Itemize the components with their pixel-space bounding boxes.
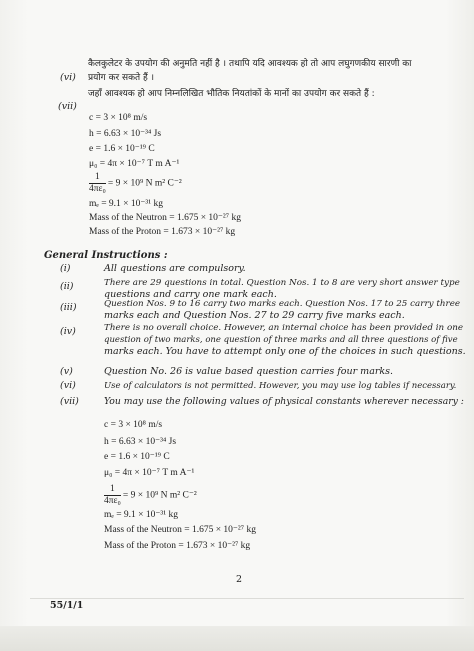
instruction-text: There are 29 questions in total. Question Nos. 1 to 8 are very short answer type [104,278,460,288]
instruction-text: Question No. 26 is value based question carries four marks. [104,366,394,377]
paper-code: 55/1/1 [50,600,84,611]
general-instructions-title: General Instructions : [44,250,168,261]
instruction-text: question of two marks, one question of three marks and all three questions of five [104,335,458,345]
const-k [104,484,197,507]
instruction-label: (v) [60,366,73,377]
const-mu: μ₀ = 4π × 10⁻⁷ T m A⁻¹ [104,468,195,478]
const-mu: μ₀ = 4π × 10⁻⁷ T m A⁻¹ [89,159,180,169]
instruction-text: All questions are compulsory. [104,263,246,274]
fraction-numerator: 1 [104,484,121,496]
scan-line [30,598,464,599]
instruction-label: (vi) [60,380,76,391]
const-k-value: = 9 × 10⁹ N m² C⁻² [122,490,197,501]
const-k-fraction [89,172,106,195]
instruction-text: marks each. You have to attempt only one of the choices in such questions. [104,346,466,357]
instruction-text: There is no overall choice. However, an internal choice has been provided in one [104,323,464,333]
page-fold-edge [0,626,474,651]
instruction-text: Question Nos. 9 to 16 carry two marks each. Question Nos. 17 to 25 carry three [104,299,461,309]
instruction-text: You may use the following values of physical constants wherever necessary : [104,396,464,407]
instruction-text: questions and carry one mark each. [104,289,277,300]
fraction-denominator: 4πε₀ [104,496,121,506]
const-me: mₑ = 9.1 × 10⁻³¹ kg [104,510,179,520]
const-k-value: = 9 × 10⁹ N m² C⁻² [107,178,182,189]
hindi-vi-line1: कैलकुलेटर के उपयोग की अनुमति नहीं है । तथापि यदि आवश्यक हो तो आप लघुगणकीय सारणी का [88,59,412,69]
const-me: mₑ = 9.1 × 10⁻³¹ kg [89,199,164,209]
instruction-text: Use of calculators is not permitted. However, you may use log tables if necessary. [104,381,457,391]
page-number: 2 [236,574,243,585]
hindi-vii-line1: जहाँ आवश्यक हो आप निम्नलिखित भौतिक नियतांकों के मानों का उपयोग कर सकते हैं : [88,89,375,99]
instruction-label: (ii) [60,281,74,292]
const-proton: Mass of the Proton = 1.673 × 10⁻²⁷ kg [104,541,251,551]
const-h: h = 6.63 × 10⁻³⁴ Js [104,437,177,447]
instruction-label: (vii) [60,396,79,407]
instruction-label: (iv) [60,326,76,337]
const-c: c = 3 × 10⁸ m/s [89,113,148,123]
instruction-label: (iii) [60,302,77,313]
hindi-item-vi-label: (vi) [60,72,76,83]
instruction-label: (i) [60,263,71,274]
const-proton: Mass of the Proton = 1.673 × 10⁻²⁷ kg [89,227,236,237]
const-c: c = 3 × 10⁸ m/s [104,420,163,430]
const-neutron: Mass of the Neutron = 1.675 × 10⁻²⁷ kg [89,213,241,223]
instruction-text: marks each and Question Nos. 27 to 29 carry five marks each. [104,310,405,321]
const-e: e = 1.6 × 10⁻¹⁹ C [104,452,170,462]
hindi-vi-line2: प्रयोग कर सकते हैं । [88,73,155,83]
const-e: e = 1.6 × 10⁻¹⁹ C [89,144,155,154]
const-k-fraction [104,484,121,507]
fraction-denominator: 4πε₀ [89,184,106,194]
const-neutron: Mass of the Neutron = 1.675 × 10⁻²⁷ kg [104,525,256,535]
fraction-numerator: 1 [89,172,106,184]
const-h: h = 6.63 × 10⁻³⁴ Js [89,129,162,139]
hindi-item-vii-label: (vii) [58,101,77,112]
const-k [89,172,182,195]
